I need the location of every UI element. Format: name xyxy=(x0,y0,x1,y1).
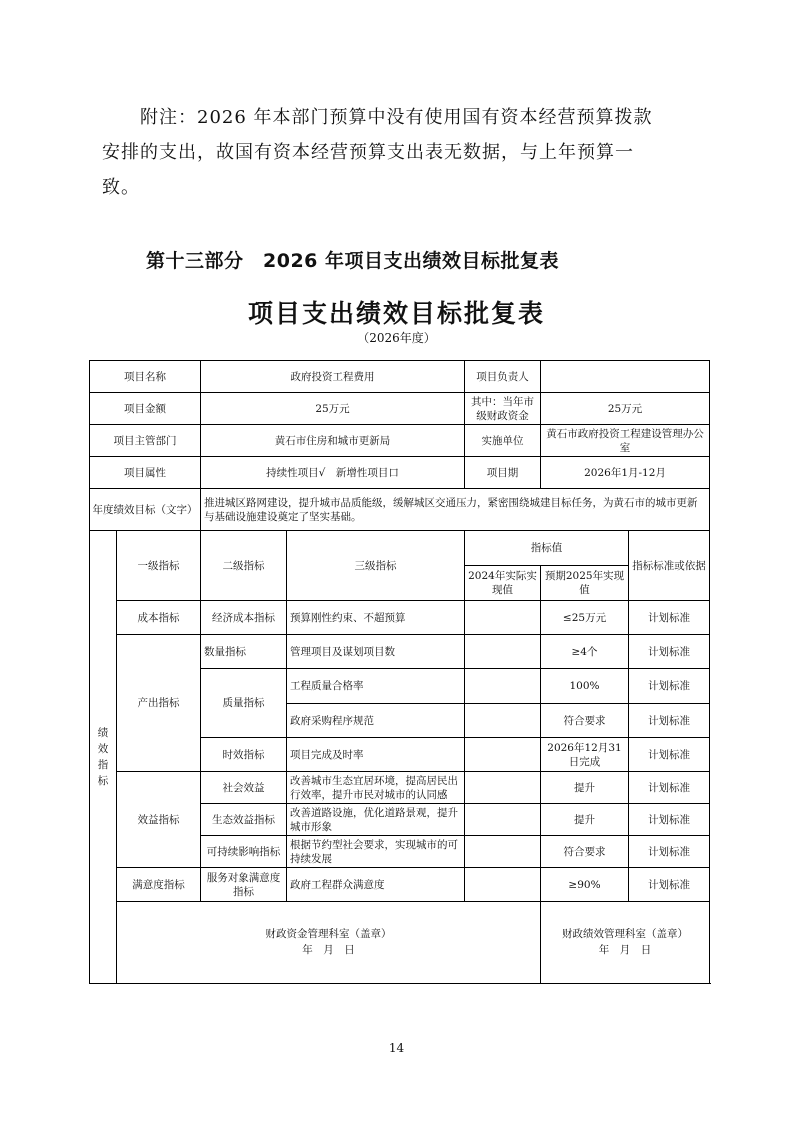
left-office-stamp: 财政资金管理科室（盖章） xyxy=(265,928,392,940)
header-actual-2024: 2024年实际实现值 xyxy=(465,566,541,601)
qty-actual xyxy=(465,635,541,669)
satis-level2: 服务对象满意度指标 xyxy=(201,868,287,902)
sustain-level2: 可持续影响指标 xyxy=(201,836,287,868)
sustain-expected: 符合要求 xyxy=(541,836,629,868)
time-level3: 项目完成及时率 xyxy=(287,738,465,772)
qty-basis: 计划标准 xyxy=(629,635,710,669)
project-amount-value: 25万元 xyxy=(201,393,465,425)
table-row xyxy=(90,361,710,393)
project-leader-label: 项目负责人 xyxy=(465,361,541,393)
table-year: （2026年度） xyxy=(357,331,436,345)
satis-level1: 满意度指标 xyxy=(117,868,201,902)
header-level2: 二级指标 xyxy=(201,531,287,601)
cost-level1: 成本指标 xyxy=(117,601,201,635)
quality-level2: 质量指标 xyxy=(201,669,287,738)
social-level3: 改善城市生态宜居环境，提高居民出行效率，提升市民对城市的认同感 xyxy=(287,772,465,804)
quality2-level3: 政府采购程序规范 xyxy=(287,704,465,738)
cost-level2: 经济成本指标 xyxy=(201,601,287,635)
attr-label: 项目属性 xyxy=(90,457,201,489)
note-line-3: 致。 xyxy=(102,177,140,198)
table-row xyxy=(90,531,710,566)
quality2-basis: 计划标准 xyxy=(629,704,710,738)
eco-basis: 计划标准 xyxy=(629,804,710,836)
city-fund-label: 其中：当年市级财政资金 xyxy=(465,393,541,425)
satis-actual xyxy=(465,868,541,902)
perf-side-label xyxy=(90,531,117,984)
social-level2: 社会效益 xyxy=(201,772,287,804)
social-basis: 计划标准 xyxy=(629,772,710,804)
table-row xyxy=(90,393,710,425)
table-title: 项目支出绩效目标批复表 xyxy=(247,299,545,328)
header-basis: 指标标准或依据 xyxy=(629,531,710,601)
table-row xyxy=(90,489,710,531)
table-row xyxy=(90,457,710,489)
left-date: 年 月 日 xyxy=(302,944,355,956)
unit-label: 实施单位 xyxy=(465,425,541,457)
note-line-1: 附注：2026 年本部门预算中没有使用国有资本经营预算拨款 xyxy=(140,107,653,128)
satis-level3: 政府工程群众满意度 xyxy=(287,868,465,902)
project-name-value: 政府投资工程费用 xyxy=(201,361,465,393)
eco-expected: 提升 xyxy=(541,804,629,836)
eco-level3: 改善道路设施，优化道路景观，提升城市形象 xyxy=(287,804,465,836)
header-value: 指标值 xyxy=(465,531,629,566)
note-line-2: 安排的支出，故国有资本经营预算支出表无数据，与上年预算一 xyxy=(102,142,634,163)
left-signature-block xyxy=(117,902,541,984)
qty-level2: 数量指标 xyxy=(201,635,287,669)
quality1-actual xyxy=(465,669,541,704)
output-level1: 产出指标 xyxy=(117,635,201,772)
table-row xyxy=(90,902,710,984)
period-label: 项目期 xyxy=(465,457,541,489)
section-heading: 第十三部分 2026 年项目支出绩效目标批复表 xyxy=(146,250,559,272)
project-amount-label: 项目金额 xyxy=(90,393,201,425)
sustain-level3: 根据节约型社会要求，实现城市的可持续发展 xyxy=(287,836,465,868)
cost-actual xyxy=(465,601,541,635)
quality1-expected: 100% xyxy=(541,669,629,704)
table-row xyxy=(90,772,710,804)
time-level2: 时效指标 xyxy=(201,738,287,772)
cost-basis: 计划标准 xyxy=(629,601,710,635)
header-level3: 三级指标 xyxy=(287,531,465,601)
project-name-label: 项目名称 xyxy=(90,361,201,393)
goal-label: 年度绩效目标（文字） xyxy=(90,489,201,531)
city-fund-value: 25万元 xyxy=(541,393,710,425)
budget-note xyxy=(102,100,702,205)
cost-level3: 预算刚性约束、不超预算 xyxy=(287,601,465,635)
quality2-actual xyxy=(465,704,541,738)
period-value: 2026年1月-12月 xyxy=(541,457,710,489)
project-leader-value xyxy=(541,361,710,393)
quality2-expected: 符合要求 xyxy=(541,704,629,738)
qty-level3: 管理项目及谋划项目数 xyxy=(287,635,465,669)
right-signature-block xyxy=(541,902,710,984)
goal-value: 推进城区路网建设，提升城市品质能级，缓解城区交通压力，紧密围绕城建目标任务，为黄石市的城市更新与基础设施建设奠定了坚实基础。 xyxy=(201,489,710,531)
dept-value: 黄石市住房和城市更新局 xyxy=(201,425,465,457)
quality1-basis: 计划标准 xyxy=(629,669,710,704)
social-actual xyxy=(465,772,541,804)
right-office-stamp: 财政绩效管理科室（盖章） xyxy=(562,928,688,940)
eco-actual xyxy=(465,804,541,836)
header-expected-2025: 预期2025年实现值 xyxy=(541,566,629,601)
time-expected: 2026年12月31日完成 xyxy=(541,738,629,772)
unit-value: 黄石市政府投资工程建设管理办公室 xyxy=(541,425,710,457)
satis-expected: ≥90% xyxy=(541,868,629,902)
header-level1: 一级指标 xyxy=(117,531,201,601)
page-number: 14 xyxy=(388,1041,405,1055)
attr-value: 持续性项目√ 新增性项目口 xyxy=(201,457,465,489)
performance-table xyxy=(89,360,710,984)
cost-expected: ≤25万元 xyxy=(541,601,629,635)
social-expected: 提升 xyxy=(541,772,629,804)
sustain-basis: 计划标准 xyxy=(629,836,710,868)
satis-basis: 计划标准 xyxy=(629,868,710,902)
table-row xyxy=(90,601,710,635)
quality1-level3: 工程质量合格率 xyxy=(287,669,465,704)
table-row xyxy=(90,425,710,457)
eco-level2: 生态效益指标 xyxy=(201,804,287,836)
time-actual xyxy=(465,738,541,772)
qty-expected: ≥4个 xyxy=(541,635,629,669)
time-basis: 计划标准 xyxy=(629,738,710,772)
benefit-level1: 效益指标 xyxy=(117,772,201,868)
table-row xyxy=(90,868,710,902)
right-date: 年 月 日 xyxy=(598,944,652,956)
table-row xyxy=(90,635,710,669)
dept-label: 项目主管部门 xyxy=(90,425,201,457)
sustain-actual xyxy=(465,836,541,868)
perf-side-text: 绩效指标 xyxy=(97,727,109,787)
